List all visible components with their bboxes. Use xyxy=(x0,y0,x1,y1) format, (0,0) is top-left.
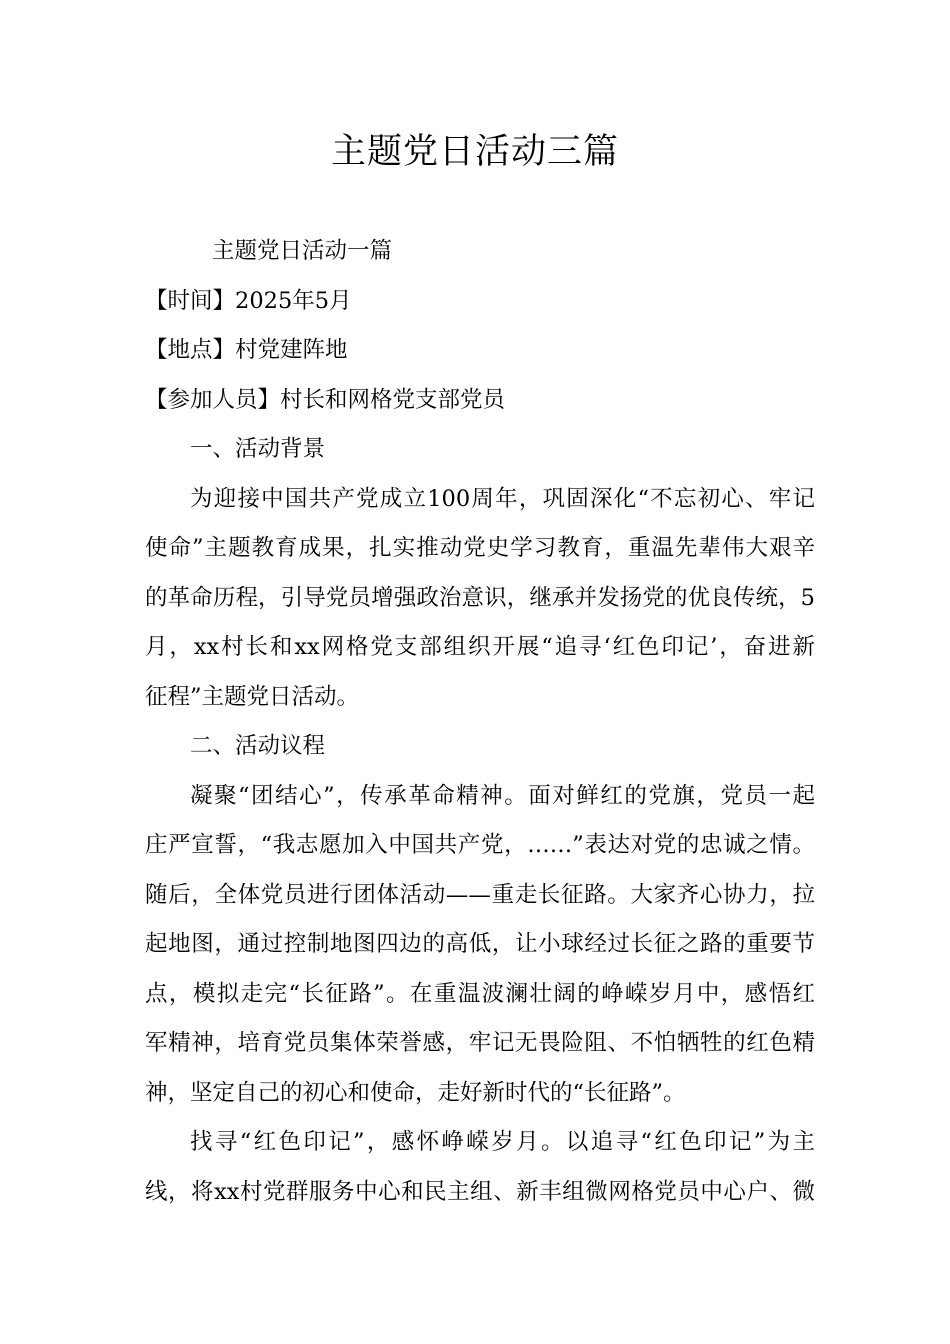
paragraph-line: 找寻“红色印记”，感怀峥嵘岁月。以追寻“红色印记”为主 xyxy=(190,1129,815,1155)
paragraph-line: 月，xx村长和xx网格党支部组织开展“追寻‘红色印记’，奋进新 xyxy=(145,634,815,660)
section-heading: 一、活动背景 xyxy=(190,436,326,462)
subtitle: 主题党日活动一篇 xyxy=(212,238,393,264)
section-heading: 二、活动议程 xyxy=(190,733,326,759)
paragraph-line: 为迎接中国共产党成立100周年，巩固深化“不忘初心、牢记 xyxy=(190,485,815,512)
location-field: 【地点】村党建阵地 xyxy=(145,337,348,363)
paragraph-line: 线，将xx村党群服务中心和民主组、新丰组微网格党员中心户、微 xyxy=(145,1178,815,1205)
paragraph-line: 起地图，通过控制地图四边的高低，让小球经过长征之路的重要节 xyxy=(145,931,815,957)
paragraph-line: 军精神，培育党员集体荣誉感，牢记无畏险阻、不怕牺牲的红色精 xyxy=(145,1030,815,1056)
paragraph-line: 神，坚定自己的初心和使命，走好新时代的“长征路”。 xyxy=(145,1079,686,1106)
document-body xyxy=(145,227,815,1217)
time-field: 【时间】2025年5月 xyxy=(145,287,352,314)
paragraph-line: 庄严宣誓，“我志愿加入中国共产党，……”表达对党的忠诚之情。 xyxy=(145,832,815,858)
paragraph-line: 征程”主题党日活动。 xyxy=(145,683,360,710)
document-title: 主题党日活动三篇 xyxy=(330,132,619,172)
paragraph-line: 凝聚“团结心”，传承革命精神。面对鲜红的党旗，党员一起 xyxy=(190,782,815,809)
paragraph-line: 点，模拟走完“长征路”。在重温波澜壮阔的峥嵘岁月中，感悟红 xyxy=(145,980,815,1007)
paragraph-line: 的革命历程，引导党员增强政治意识，继承并发扬党的优良传统，5 xyxy=(145,584,815,611)
paragraph-line: 随后，全体党员进行团体活动——重走长征路。大家齐心协力，拉 xyxy=(145,881,815,908)
participants-field: 【参加人员】村长和网格党支部党员 xyxy=(145,386,506,413)
paragraph-line: 使命”主题教育成果，扎实推动党史学习教育，重温先辈伟大艰辛 xyxy=(145,535,815,561)
